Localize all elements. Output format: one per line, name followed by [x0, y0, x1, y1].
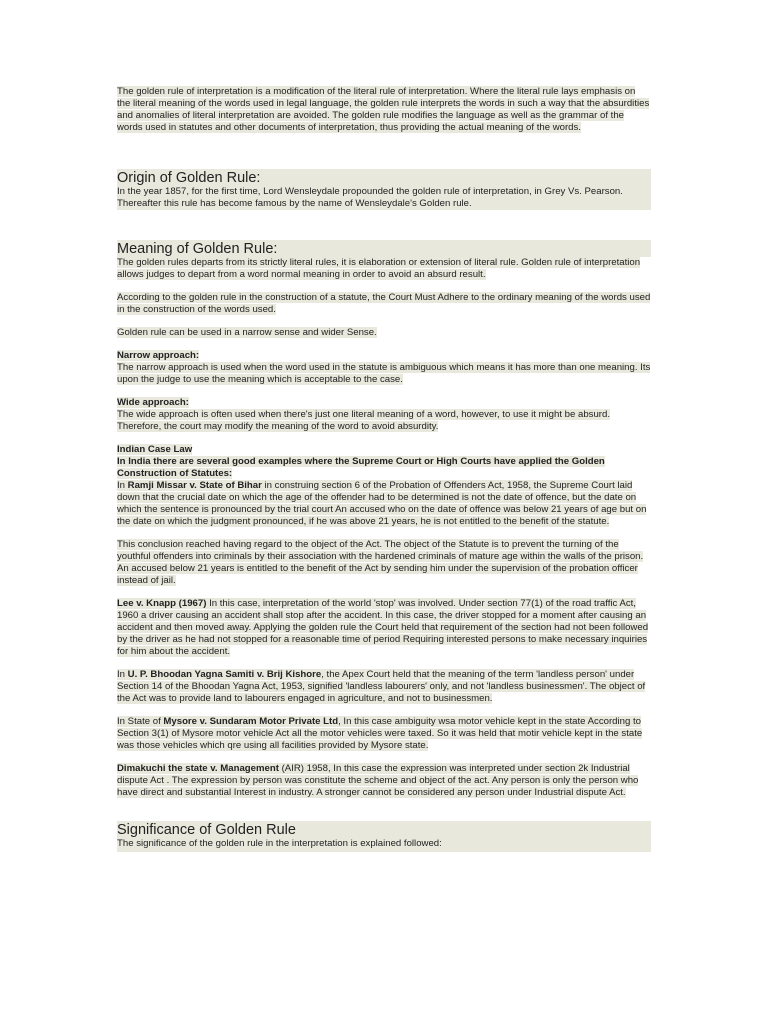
origin-paragraph: In the year 1857, for the first time, Lord Wensleydale propounded the golden rule of interpretation, in Grey Vs. Pearson. Thereafter this rule has become famous by the name of Wensleydale's Golden rule.: [117, 186, 623, 209]
ramji-missar-paragraph: In Ramji Missar v. State of Bihar in construing section 6 of the Probation of Offenders Act, 1958, the Supreme Court laid down that the crucial date on which the age of the offender had to be determined is not the date of offence, but the date on which the sentence is pronounced by the trial court An accused who on the date of offence was below 21 years of age but on the date on which the judgment pronounced, if he was above 21 years, he is not entitled to the benefit of the statute.: [117, 480, 647, 527]
lee-knapp-paragraph: Lee v. Knapp (1967) In this case, interpretation of the world 'stop' was involved. Under section 77(1) of the road traffic Act, 1960 a driver causing an accident shall stop after the accident. In this case, the driver stopped for a moment after causing an accident and then moved away. Applying the golden rule the Court held that requirement of the section had not been followed by the driver as he had not stopped for a reasonable time of period Requiring interested persons to make necessary inquiries for him about the accident.: [117, 598, 649, 657]
wide-approach-title: Wide approach:: [117, 397, 189, 408]
significance-heading: Significance of Golden Rule: [117, 822, 296, 838]
narrow-approach-paragraph: The narrow approach is used when the word used in the statute is ambiguous which means it has more than one meaning. Its upon the judge to use the meaning which is acceptable to the case.: [117, 362, 651, 385]
wide-approach-paragraph: The wide approach is often used when there's just one literal meaning of a word, however, to use it might be absurd. Therefore, the court may modify the meaning of the word to avoid absurdity.: [117, 409, 610, 432]
significance-section: [117, 821, 651, 852]
intro-paragraph: The golden rule of interpretation is a modification of the literal rule of interpretation. Where the literal rule lays emphasis on the literal meaning of the words used in legal language, the golden rule interprets the words in such a way that the absurdities and anomalies of literal interpretation are avoided. The golden rule modifies the language as well as the grammar of the words used in statutes and other documents of interpretation, thus providing the actual meaning of the words.: [117, 86, 650, 133]
mysore-case-name: Mysore v. Sundaram Motor Private Ltd: [163, 716, 339, 727]
significance-paragraph: The significance of the golden rule in the interpretation is explained followed:: [117, 838, 442, 849]
meaning-paragraph-1: The golden rules departs from its strictly literal rules, it is elaboration or extension of literal rule. Golden rule of interpretation allows judges to depart from a word normal meaning in order to avoid an absurd result.: [117, 257, 641, 280]
mysore-paragraph: In State of Mysore v. Sundaram Motor Private Ltd, In this case ambiguity wsa motor vehicle kept in the state According to Section 3(1) of Mysore motor vehicle Act all the motor vehicles were taxed. So it was held that motir vehicle kept in the state was those vehicles which qre using all facilities provided by Mysore state.: [117, 716, 643, 751]
narrow-approach-title: Narrow approach:: [117, 350, 200, 361]
meaning-paragraph-2: According to the golden rule in the construction of a statute, the Court Must Adhere to the ordinary meaning of the words used in the construction of the words used.: [117, 292, 651, 315]
dimakuchi-paragraph: Dimakuchi the state v. Management (AIR) 1958, In this case the expression was interpreted under section 2k Industrial dispute Act . The expression by person was constitute the scheme and object of the act. Any person is only the person who have direct and substantial Interest in industry. A stronger cannot be considered any person under Industrial dispute Act.: [117, 763, 639, 798]
origin-heading: Origin of Golden Rule:: [117, 170, 261, 186]
lee-knapp-case-name: Lee v. Knapp (1967): [117, 598, 207, 609]
ramji-missar-case-name: Ramji Missar v. State of Bihar: [127, 480, 262, 491]
origin-section: [117, 169, 651, 210]
bhoodan-paragraph: In U. P. Bhoodan Yagna Samiti v. Brij Kishore, the Apex Court held that the meaning of the term 'landless person' under Section 14 of the Bhoodan Yagna Act, 1953, signified 'landless labourers' only, and not 'landless businessmen'. The object of the Act was to provide land to labourers engaged in agriculture, and not to businessmen.: [117, 669, 646, 704]
conclusion-paragraph: This conclusion reached having regard to the object of the Act. The object of the Statute is to prevent the turning of the youthful offenders into criminals by their association with the hardened criminals of mature age within the walls of the prison. An accused below 21 years is entitled to the benefit of the Act by sending him under the supervision of the probation officer instead of jail.: [117, 539, 644, 586]
document-page: [117, 86, 651, 852]
dimakuchi-case-name: Dimakuchi the state v. Management: [117, 763, 279, 774]
bhoodan-case-name: U. P. Bhoodan Yagna Samiti v. Brij Kishore: [127, 669, 322, 680]
meaning-heading-bar: [117, 240, 651, 257]
meaning-paragraph-3: Golden rule can be used in a narrow sense and wider Sense.: [117, 327, 377, 338]
meaning-heading: Meaning of Golden Rule:: [117, 241, 278, 257]
case-law-title: Indian Case Law: [117, 444, 193, 455]
case-law-subtitle: In India there are several good examples where the Supreme Court or High Courts have applied the Golden Construction of Statutes:: [117, 456, 605, 479]
